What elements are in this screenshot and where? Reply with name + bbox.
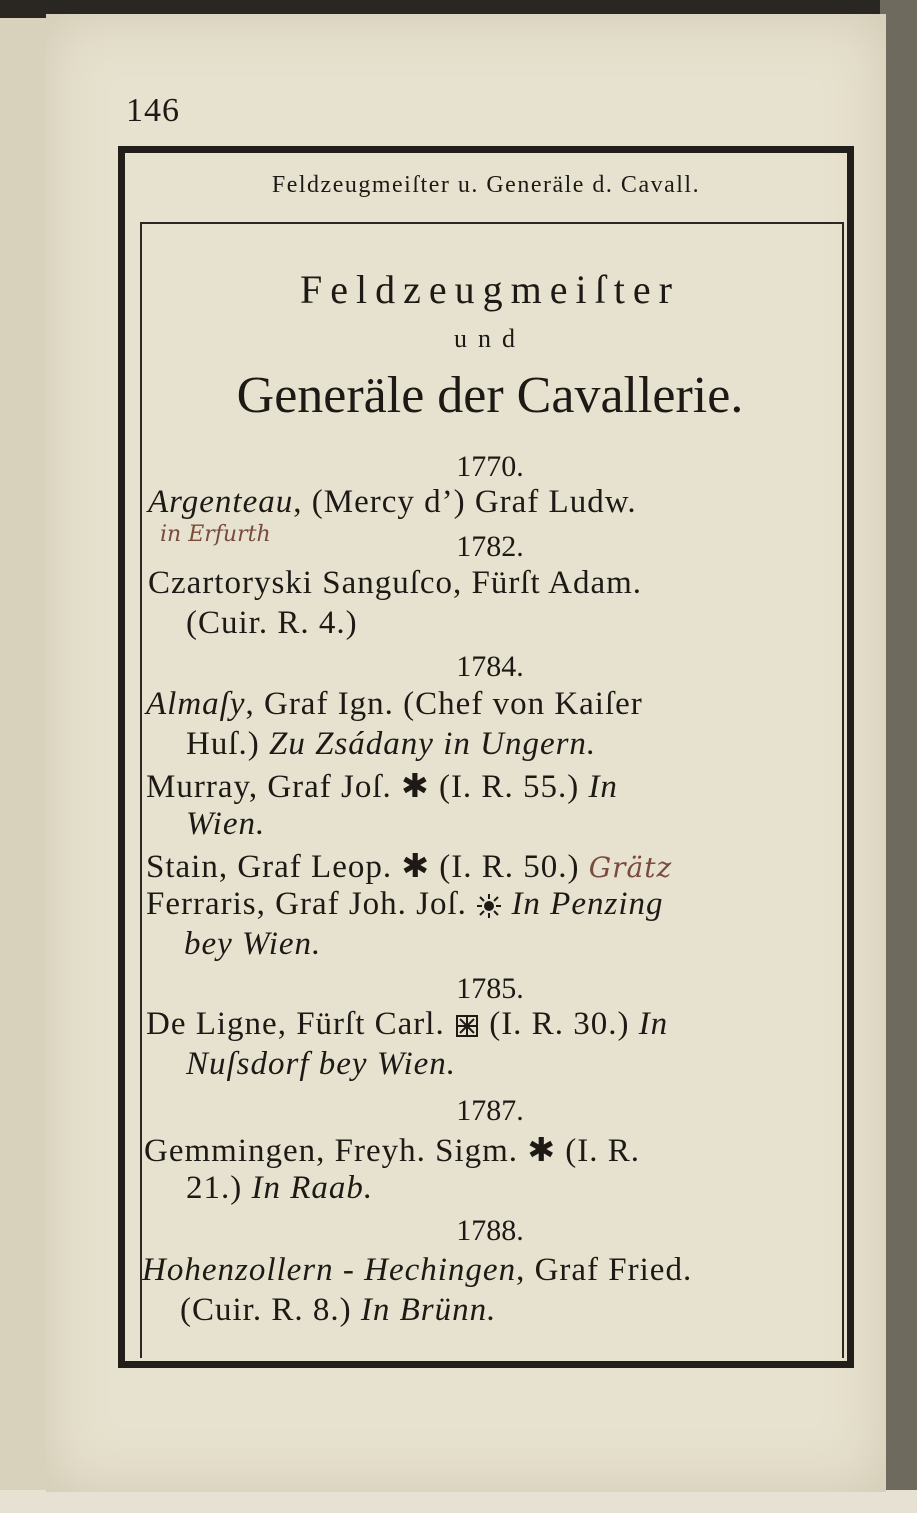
entry-text: Stain, Graf Leop. [146,849,402,885]
entry-regiment: (I. R. [565,1133,640,1169]
order-star-icon: ✱ [401,846,431,885]
entry-almasy-line-2 [186,726,596,763]
entry-stain [146,846,672,886]
order-sun-icon [476,893,502,919]
entry-czartoryski-line-2: (Cuir. R. 4.) [186,605,358,641]
entry-hohenzollern-line-2 [180,1292,496,1329]
year-1785: 1785. [456,972,524,1005]
heading-line-1: Feldzeugmeiſter [300,267,680,312]
entry-place: In Penzing [511,886,664,922]
entry-name: Hohenzollern - Hechingen [142,1252,517,1288]
entry-murray-line-2: Wien. [186,806,266,842]
entry-place: In [638,1006,669,1042]
entry-regiment: 21.) [186,1170,252,1206]
year-1787: 1787. [456,1094,524,1127]
entry-argenteau [148,484,637,521]
entry-text: Ferraris, Graf Joh. Joſ. [146,886,477,922]
entry-text: De Ligne, Fürſt Carl. [146,1006,454,1042]
handwritten-note-gratz: Grätz [588,851,673,884]
entry-text: , (Mercy d’) Graf Ludw. [293,484,637,520]
entry-de-ligne-line-2: Nuſsdorf bey Wien. [186,1046,457,1082]
scan-bottom-edge [0,1490,917,1513]
entry-text: , Graf Ign. (Chef von Kaiſer [245,686,643,722]
entry-regiment: (I. R. 50.) [439,849,589,885]
entry-name: Almaſy [146,686,246,722]
order-cross-icon [454,1013,480,1039]
order-star-icon: ✱ [527,1130,556,1169]
entry-text: Murray, Graf Joſ. [146,769,402,805]
year-1782: 1782. [456,530,524,563]
page-number: 146 [126,92,180,129]
entry-gemmingen-line-1 [144,1130,640,1170]
entry-regiment: (I. R. 30.) [489,1006,639,1042]
running-head: Feldzeugmeiſter u. Generäle d. Cavall. [271,172,701,198]
entry-czartoryski-line-1: Czartoryski Sanguſco, Fürſt Adam. [148,565,643,601]
entry-almasy-line-1 [146,686,643,723]
entry-murray-line-1 [146,766,618,806]
entry-regiment: (Cuir. R. 8.) [180,1292,361,1328]
entry-text: Huſ.) [186,726,269,762]
entry-place: In Brünn. [360,1292,497,1328]
order-star-icon: ✱ [401,766,430,805]
entry-hohenzollern-line-1 [142,1252,692,1289]
entry-place: In Raab. [251,1170,374,1206]
year-1770: 1770. [456,450,524,483]
entry-ferraris-line-1 [146,886,664,923]
year-1784: 1784. [456,650,524,683]
entry-text: Gemmingen, Freyh. Sigm. [144,1133,528,1169]
entry-text: , Graf Fried. [516,1252,693,1288]
entry-name: Argenteau [148,484,294,520]
entry-de-ligne-line-1 [146,1006,668,1043]
entry-place: Zu Zsádany in Ungern. [269,726,597,762]
year-1788: 1788. [456,1214,524,1247]
entry-place: In [588,769,618,805]
handwritten-note-erfurth: in Erfurth [160,522,271,547]
heading-line-2: und [454,324,526,353]
entry-ferraris-line-2: bey Wien. [184,926,322,962]
entry-gemmingen-line-2 [186,1170,373,1207]
heading-line-3: Generäle der Cavallerie. [236,367,744,424]
entry-regiment: (I. R. 55.) [438,769,589,805]
